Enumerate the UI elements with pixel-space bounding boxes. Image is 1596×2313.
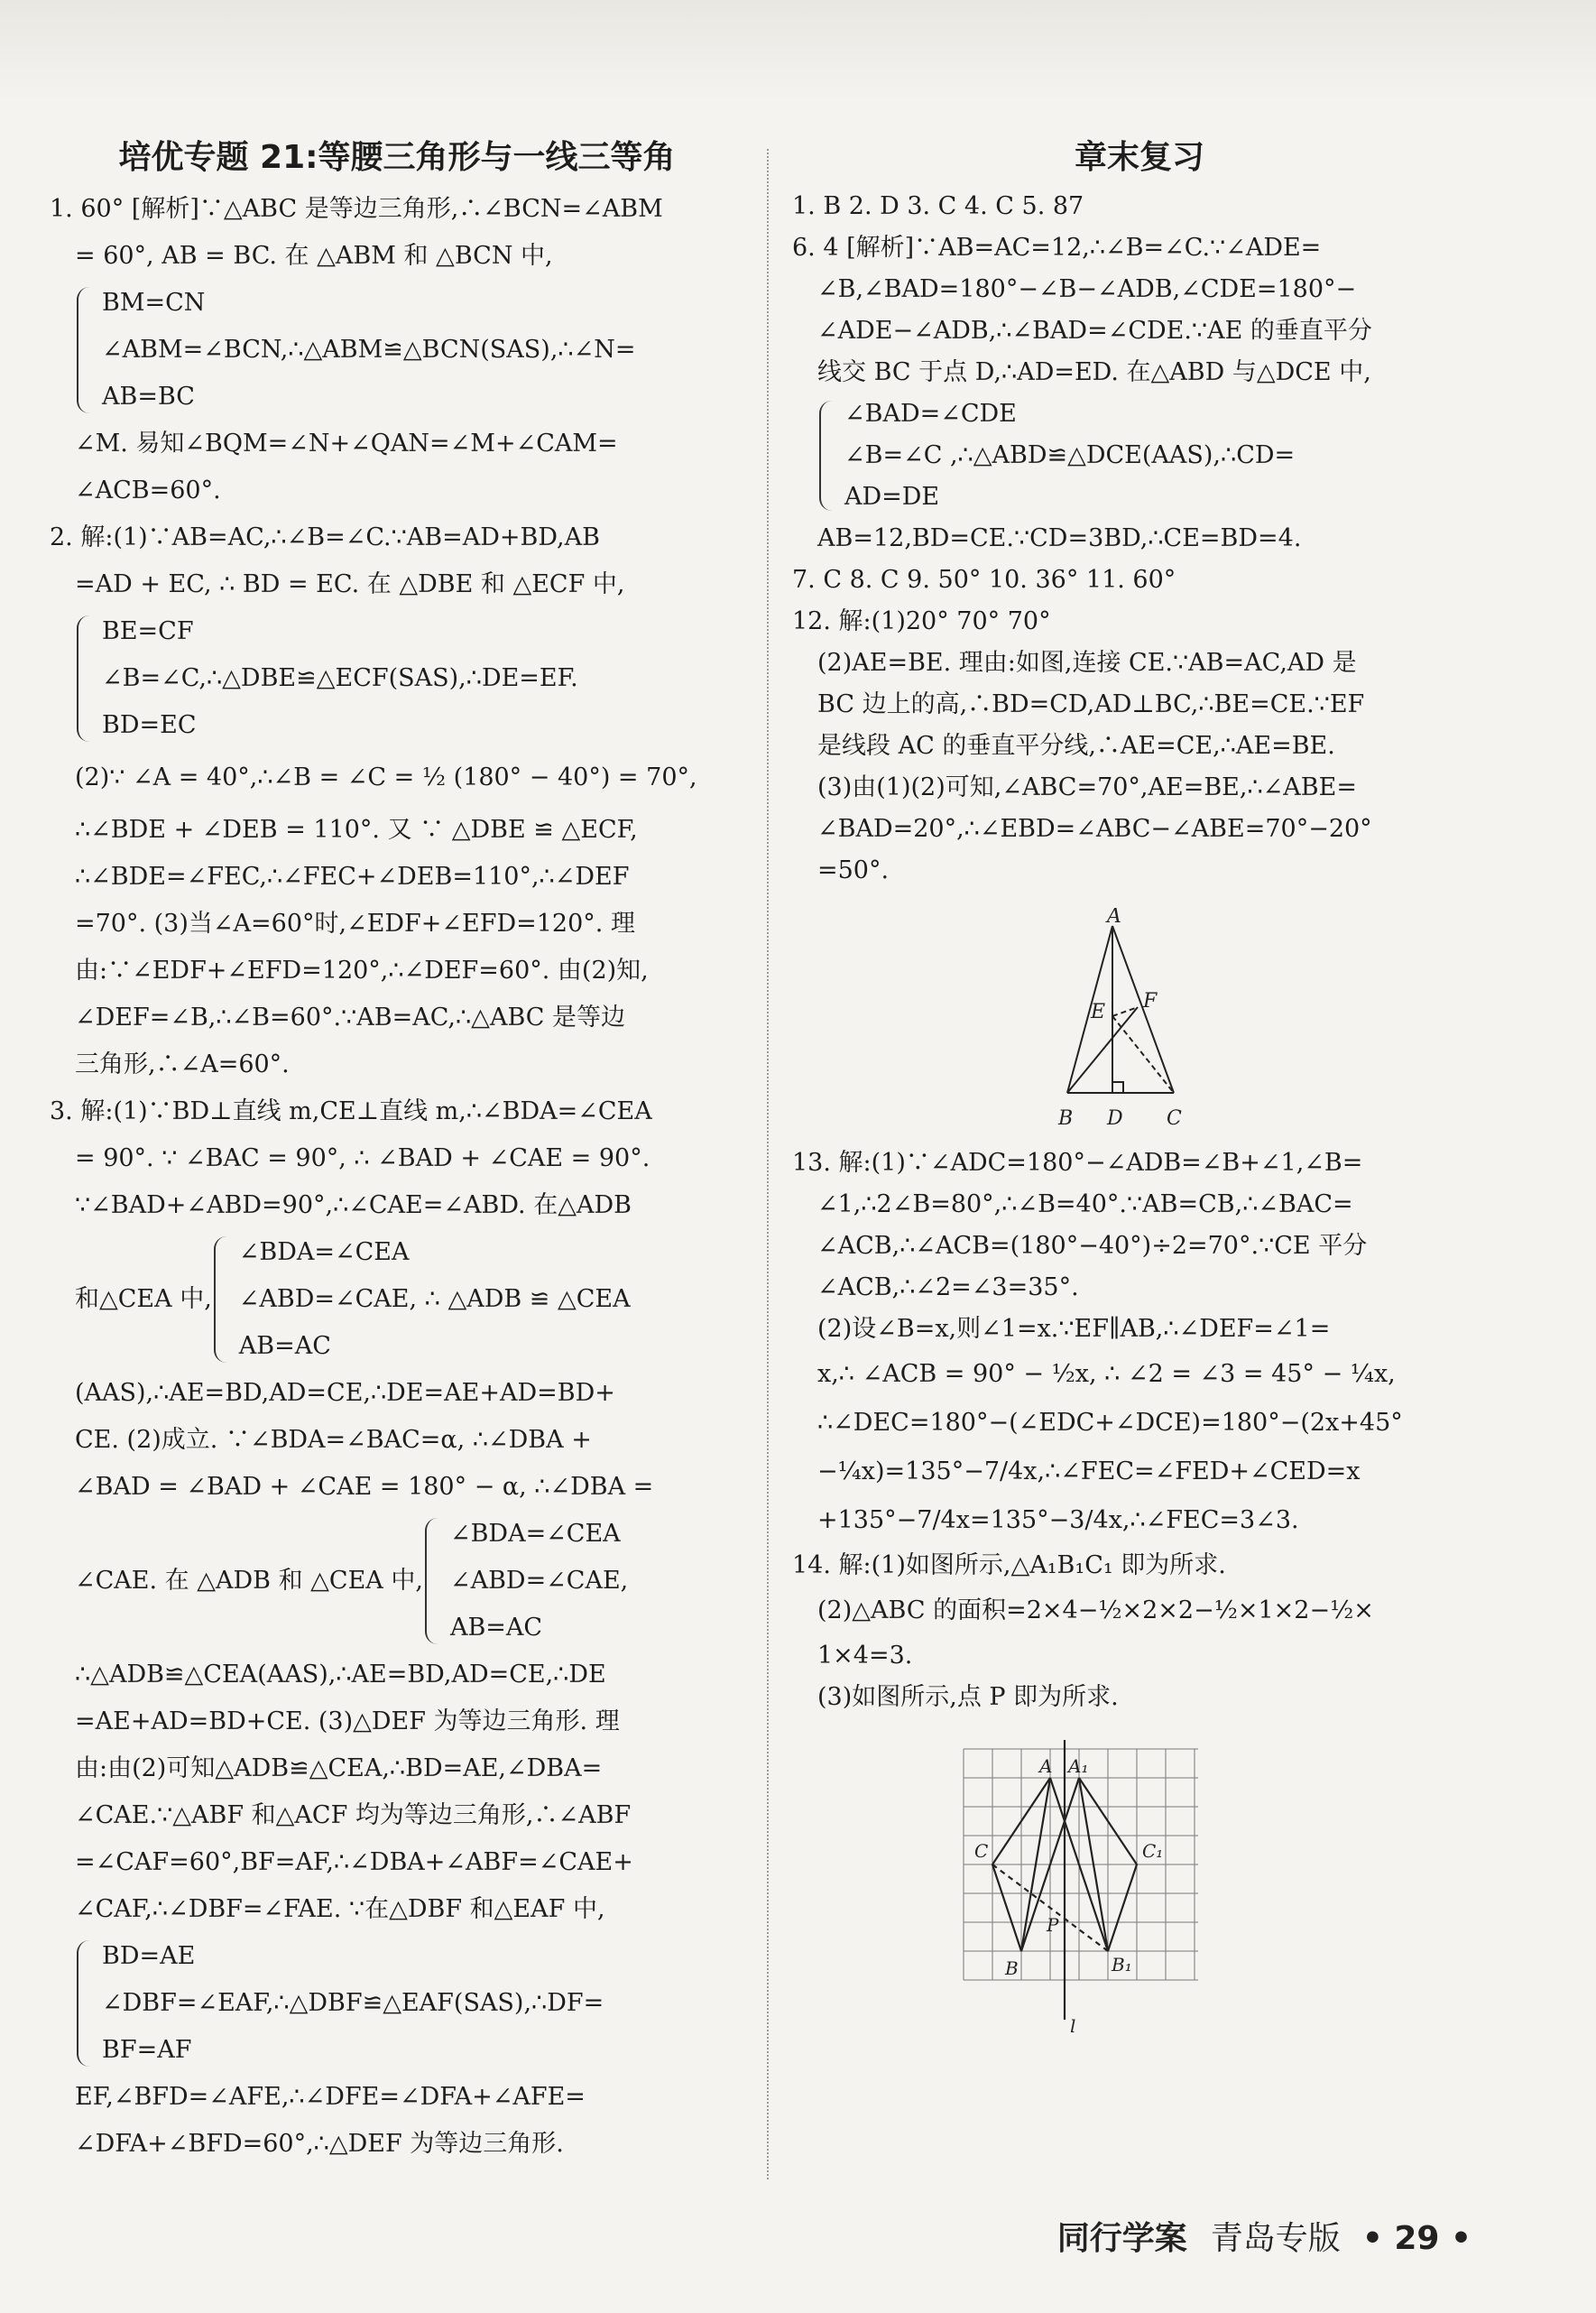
answer-line: = 90°. ∵ ∠BAC = 90°, ∴ ∠BAD + ∠CAE = 90°.	[75, 1144, 650, 1172]
brace	[77, 615, 97, 742]
label-f: F	[1143, 990, 1158, 1013]
answer-line: 1. B 2. D 3. C 4. C 5. 87	[792, 192, 1084, 220]
answer-line: ∠DFA+∠BFD=60°,∴△DEF 为等边三角形.	[75, 2130, 564, 2158]
brace	[77, 1940, 97, 2067]
answer-line: (3)如图所示,点 P 即为所求.	[817, 1683, 1119, 1711]
answer-line: (2)∵ ∠A = 40°,∴∠B = ∠C = ½ (180° − 40°) = 70°,	[75, 763, 697, 791]
answer-line: (2)△ABC 的面积=2×4−½×2×2−½×1×2−½×	[817, 1596, 1374, 1624]
page-top-shadow	[0, 0, 1596, 99]
right-column	[792, 135, 1487, 2038]
answer-line: 7. C 8. C 9. 50° 10. 36° 11. 60°	[792, 566, 1176, 594]
system-prefix: 和△CEA 中,	[75, 1285, 212, 1313]
answer-line: 14. 解:(1)如图所示,△A₁B₁C₁ 即为所求.	[792, 1551, 1226, 1579]
answer-line: ∠BAD=20°,∴∠EBD=∠ABC−∠ABE=70°−20°	[817, 815, 1372, 843]
answer-line: 2. 解:(1)∵AB=AC,∴∠B=∠C.∵AB=AD+BD,AB	[50, 523, 600, 551]
side-ab	[1067, 926, 1112, 1093]
triangle-figure	[1040, 908, 1239, 1133]
label-c1: C₁	[1142, 1840, 1164, 1862]
answer-line: =AE+AD=BD+CE. (3)△DEF 为等边三角形. 理	[75, 1707, 620, 1735]
label-a: A	[1039, 1755, 1053, 1777]
answer-line: CE. (2)成立. ∵∠BDA=∠BAC=α, ∴∠DBA +	[75, 1426, 592, 1454]
answer-line: ∴∠BDE=∠FEC,∴∠FEC+∠DEB=110°,∴∠DEF	[75, 863, 630, 891]
label-c: C	[974, 1840, 989, 1862]
equation-system	[50, 608, 744, 749]
label-p: P	[1047, 1914, 1059, 1936]
answer-line: 线交 BC 于点 D,∴AD=ED. 在△ABD 与△DCE 中,	[817, 358, 1371, 386]
system-row: AB=AC	[449, 1614, 543, 1642]
answer-line: AB=12,BD=CE.∵CD=3BD,∴CE=BD=4.	[817, 524, 1302, 552]
answer-line: ∴△ADB≌△CEA(AAS),∴AE=BD,AD=CE,∴DE	[75, 1661, 606, 1688]
answer-line: EF,∠BFD=∠AFE,∴∠DFE=∠DFA+∠AFE=	[75, 2083, 586, 2111]
system-row: ∠ABD=∠CAE, ∴ △ADB ≌ △CEA	[238, 1285, 631, 1313]
answer-line: ∠ACB,∴∠2=∠3=35°.	[817, 1273, 1079, 1301]
system-prefix: ∠CAE. 在 △ADB 和 △CEA 中,	[75, 1567, 423, 1595]
answer-line: 13. 解:(1)∵∠ADC=180°−∠ADB=∠B+∠1,∠B=	[792, 1149, 1363, 1177]
system-row: ∠B=∠C ,∴△ABD≌△DCE(AAS),∴CD=	[844, 441, 1296, 469]
equation-system	[792, 393, 1487, 518]
system-row: BM=CN	[102, 289, 206, 317]
grid-figure	[946, 1731, 1216, 2038]
system-row: ∠BDA=∠CEA	[238, 1238, 410, 1266]
equation-system	[50, 1511, 744, 1651]
answer-line: ∴∠BDE + ∠DEB = 110°. 又 ∵ △DBE ≌ △ECF,	[75, 816, 638, 844]
system-row: ∠DBF=∠EAF,∴△DBF≌△EAF(SAS),∴DF=	[102, 1989, 604, 2017]
brace	[77, 287, 97, 413]
answer-line: ∠1,∴2∠B=80°,∴∠B=40°.∵AB=CB,∴∠BAC=	[817, 1190, 1353, 1218]
answer-line: 三角形,∴∠A=60°.	[75, 1050, 290, 1078]
answer-line: ∠ACB,∴∠ACB=(180°−40°)÷2=70°.∵CE 平分	[817, 1232, 1368, 1260]
answer-line: (2)AE=BE. 理由:如图,连接 CE.∵AB=AC,AD 是	[817, 649, 1357, 677]
answer-line: (AAS),∴AE=BD,AD=CE,∴DE=AE+AD=BD+	[75, 1379, 615, 1407]
answer-line: 6. 4 [解析]∵AB=AC=12,∴∠B=∠C.∵∠ADE=	[792, 234, 1322, 262]
system-row: ∠BAD=∠CDE	[844, 400, 1017, 428]
answer-line: ∠DEF=∠B,∴∠B=60°.∵AB=AC,∴△ABC 是等边	[75, 1004, 626, 1032]
answer-line: 1. 60° [解析]∵△ABC 是等边三角形,∴∠BCN=∠ABM	[50, 195, 663, 223]
label-a: A	[1107, 908, 1121, 928]
brace	[425, 1518, 445, 1644]
answer-line: BC 边上的高,∴BD=CD,AD⊥BC,∴BE=CE.∵EF	[817, 690, 1365, 718]
answer-line: =AD + EC, ∴ BD = EC. 在 △DBE 和 △ECF 中,	[75, 570, 625, 598]
answer-line: (2)设∠B=x,则∠1=x.∵EF∥AB,∴∠DEF=∠1=	[817, 1315, 1331, 1343]
answer-line: 是线段 AC 的垂直平分线,∴AE=CE,∴AE=BE.	[817, 732, 1335, 760]
system-row: AB=AC	[238, 1332, 331, 1360]
label-d: D	[1107, 1107, 1123, 1130]
answer-line: ∠B,∠BAD=180°−∠B−∠ADB,∠CDE=180°−	[817, 275, 1357, 303]
right-section-title: 章末复习	[1074, 139, 1204, 176]
system-row: BF=AF	[102, 2036, 192, 2064]
right-angle-mark	[1112, 1082, 1123, 1093]
answer-line: 12. 解:(1)20° 70° 70°	[792, 607, 1051, 635]
equation-system	[50, 280, 744, 421]
answer-line: 由:由(2)可知△ADB≌△CEA,∴BD=AE,∠DBA=	[75, 1754, 603, 1782]
answer-line: (3)由(1)(2)可知,∠ABC=70°,AE=BE,∴∠ABE=	[817, 773, 1357, 801]
label-b1: B₁	[1112, 1954, 1132, 1975]
left-column	[50, 135, 744, 2168]
system-row: BD=AE	[102, 1942, 196, 1970]
page-number: • 29 •	[1361, 2220, 1471, 2257]
system-row: ∠ABD=∠CAE,	[449, 1567, 629, 1595]
label-l: l	[1070, 2015, 1076, 2037]
system-row: ∠ABM=∠BCN,∴△ABM≌△BCN(SAS),∴∠N=	[102, 336, 636, 364]
column-divider	[767, 149, 769, 2179]
book-series: 同行学案	[1056, 2220, 1187, 2257]
brace	[214, 1236, 234, 1363]
system-row: ∠B=∠C,∴△DBE≌△ECF(SAS),∴DE=EF.	[102, 664, 578, 692]
equation-system	[50, 1933, 744, 2074]
equation-system	[50, 1229, 744, 1370]
answer-line: =70°. (3)当∠A=60°时,∠EDF+∠EFD=120°. 理	[75, 910, 635, 938]
page-footer	[1057, 2213, 1471, 2259]
label-b: B	[1058, 1107, 1074, 1130]
system-row: BE=CF	[102, 617, 194, 645]
system-row: BD=EC	[102, 711, 197, 739]
answer-line: 3. 解:(1)∵BD⊥直线 m,CE⊥直线 m,∴∠BDA=∠CEA	[50, 1097, 652, 1125]
answer-line: ∵∠BAD+∠ABD=90°,∴∠CAE=∠ABD. 在△ADB	[75, 1191, 632, 1219]
answer-line: ∠ACB=60°.	[75, 476, 221, 504]
label-c: C	[1167, 1107, 1182, 1130]
answer-line: x,∴ ∠ACB = 90° − ½x, ∴ ∠2 = ∠3 = 45° − ¼x,	[817, 1360, 1396, 1388]
answer-line: ∠CAE.∵△ABF 和△ACF 均为等边三角形,∴∠ABF	[75, 1801, 632, 1829]
brace	[819, 401, 839, 511]
answer-line: ∴∠DEC=180°−(∠EDC+∠DCE)=180°−(2x+45°	[817, 1409, 1403, 1437]
answer-line: ∠ADE−∠ADB,∴∠BAD=∠CDE.∵AE 的垂直平分	[817, 317, 1372, 345]
label-a1: A₁	[1068, 1755, 1089, 1777]
answer-line: −¼x)=135°−7/4x,∴∠FEC=∠FED+∠CED=x	[817, 1457, 1361, 1485]
answer-line: =50°.	[817, 856, 890, 884]
left-section-title: 培优专题 21:等腰三角形与一线三等角	[118, 139, 676, 176]
answer-line: +135°−7/4x=135°−3/4x,∴∠FEC=3∠3.	[817, 1506, 1299, 1534]
label-e: E	[1091, 1001, 1106, 1023]
answer-line: ∠CAF,∴∠DBF=∠FAE. ∵在△DBF 和△EAF 中,	[75, 1895, 605, 1923]
answer-line: =∠CAF=60°,BF=AF,∴∠DBA+∠ABF=∠CAE+	[75, 1848, 633, 1876]
system-row: ∠BDA=∠CEA	[449, 1520, 621, 1548]
book-edition: 青岛专版	[1210, 2220, 1341, 2257]
system-row: AD=DE	[844, 483, 940, 511]
answer-line: 1×4=3.	[817, 1642, 913, 1670]
label-b: B	[1005, 1957, 1019, 1979]
answer-line: = 60°, AB = BC. 在 △ABM 和 △BCN 中,	[75, 242, 553, 270]
answer-line: ∠M. 易知∠BQM=∠N+∠QAN=∠M+∠CAM=	[75, 430, 618, 458]
system-row: AB=BC	[102, 383, 195, 411]
answer-line: ∠BAD = ∠BAD + ∠CAE = 180° − α, ∴∠DBA =	[75, 1473, 654, 1501]
answer-line: 由:∵∠EDF+∠EFD=120°,∴∠DEF=60°. 由(2)知,	[75, 957, 649, 985]
